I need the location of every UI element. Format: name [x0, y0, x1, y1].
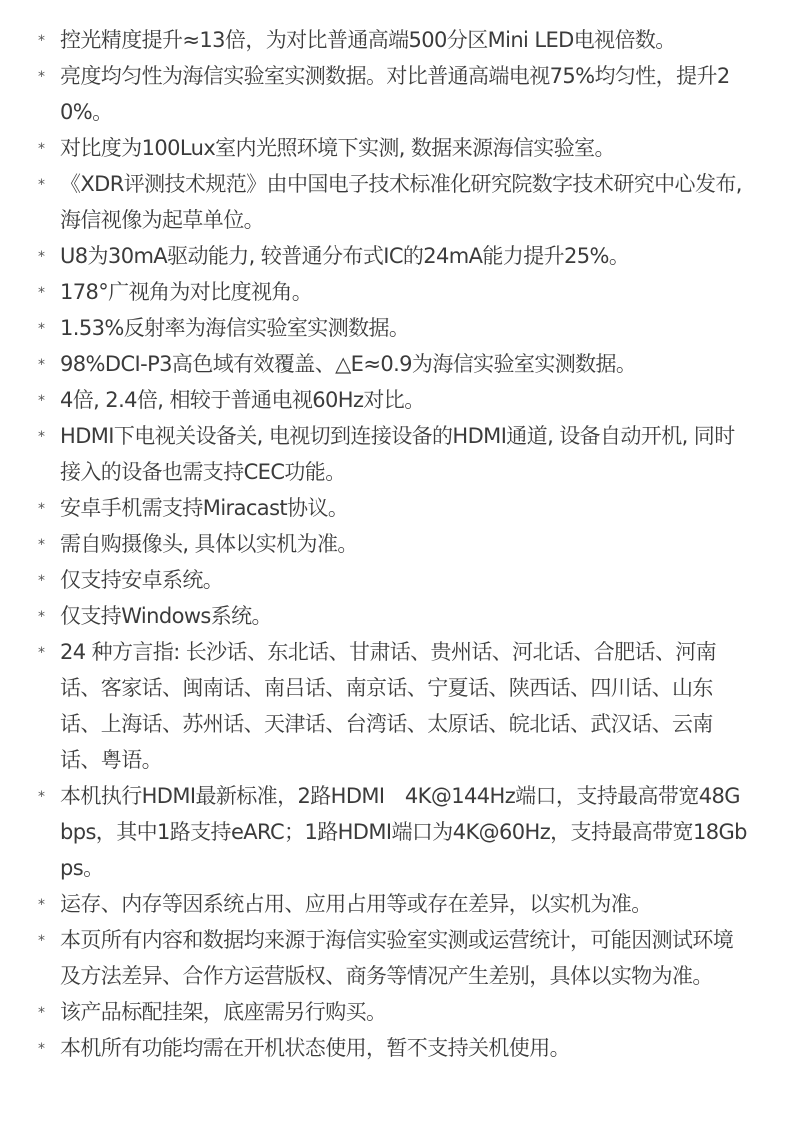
bullet-icon: *: [38, 321, 45, 337]
bullet-icon: *: [38, 789, 45, 805]
footnote-text: 仅支持Windows系统。: [60, 604, 272, 628]
footnote-item: [38, 22, 750, 58]
footnote-text: 对比度为100Lux室内光照环境下实测, 数据来源海信实验室。: [60, 136, 615, 160]
bullet-icon: *: [38, 933, 45, 949]
footnote-item: [38, 274, 750, 310]
footnote-item: [38, 922, 750, 994]
bullet-icon: *: [38, 1005, 45, 1021]
bullet-icon: *: [38, 177, 45, 193]
bullet-icon: *: [38, 285, 45, 301]
footnote-text: 1.53%反射率为海信实验室实测数据。: [60, 316, 410, 340]
footnote-text: 需自购摄像头, 具体以实机为准。: [60, 532, 358, 556]
bullet-icon: *: [38, 69, 45, 85]
footnote-text: 98%DCI-P3高色域有效覆盖、△E≈0.9为海信实验室实测数据。: [60, 352, 637, 376]
bullet-icon: *: [38, 645, 45, 661]
bullet-icon: *: [38, 537, 45, 553]
footnote-item: [38, 130, 750, 166]
footnote-item: [38, 238, 750, 274]
footnote-item: [38, 310, 750, 346]
footnote-text: 控光精度提升≈13倍，为对比普通高端500分区Mini LED电视倍数。: [60, 28, 676, 52]
footnote-text: 本机所有功能均需在开机状态使用，暂不支持关机使用。: [60, 1036, 570, 1060]
footnote-item: [38, 382, 750, 418]
footnote-item: [38, 1030, 750, 1066]
footnote-item: [38, 526, 750, 562]
footnote-text: 仅支持安卓系统。: [60, 568, 224, 592]
bullet-icon: *: [38, 609, 45, 625]
footnote-item: [38, 166, 750, 238]
footnote-item: [38, 562, 750, 598]
footnote-text: HDMI下电视关设备关, 电视切到连接设备的HDMI通道, 设备自动开机, 同时接入的设备也需支持CEC功能。: [60, 424, 735, 484]
footnote-text: 24 种方言指: 长沙话、东北话、甘肃话、贵州话、河北话、合肥话、河南话、客家话、闽南话、南吕话、南京话、宁夏话、陕西话、四川话、山东话、上海话、苏州话、天津话、台湾话、太原话、皖北话、武汉话、云南话、粤语。: [60, 640, 717, 772]
footnote-item: [38, 490, 750, 526]
footnote-text: 《XDR评测技术规范》由中国电子技术标准化研究院数字技术研究中心发布, 海信视像为起草单位。: [60, 172, 742, 232]
footnote-item: [38, 778, 750, 886]
footnote-text: 运存、内存等因系统占用、应用占用等或存在差异，以实机为准。: [60, 892, 652, 916]
footnote-text: 本机执行HDMI最新标准，2路HDMI 4K@144Hz端口，支持最高带宽48Gbps，其中1路支持eARC；1路HDMI端口为4K@60Hz，支持最高带宽18Gbps。: [60, 784, 747, 880]
footnote-item: [38, 58, 750, 130]
bullet-icon: *: [38, 897, 45, 913]
bullet-icon: *: [38, 501, 45, 517]
footnote-text: 本页所有内容和数据均来源于海信实验室实测或运营统计，可能因测试环境及方法差异、合作方运营版权、商务等情况产生差别，具体以实物为准。: [60, 928, 734, 988]
footnote-item: [38, 346, 750, 382]
footnote-text: 178°广视角为对比度视角。: [60, 280, 313, 304]
footnote-text: 亮度均匀性为海信实验室实测数据。对比普通高端电视75%均匀性，提升20%。: [60, 64, 730, 124]
bullet-icon: *: [38, 249, 45, 265]
footnote-text: 该产品标配挂架，底座需另行购买。: [60, 1000, 387, 1024]
footnote-item: [38, 634, 750, 778]
footnote-item: [38, 886, 750, 922]
bullet-icon: *: [38, 357, 45, 373]
footnote-text: U8为30mA驱动能力, 较普通分布式IC的24mA能力提升25%。: [60, 244, 630, 268]
bullet-icon: *: [38, 393, 45, 409]
footnote-text: 4倍, 2.4倍, 相较于普通电视60Hz对比。: [60, 388, 425, 412]
footnote-text: 安卓手机需支持Miracast协议。: [60, 496, 349, 520]
bullet-icon: *: [38, 429, 45, 445]
footnote-item: [38, 994, 750, 1030]
bullet-icon: *: [38, 573, 45, 589]
footnote-item: [38, 418, 750, 490]
bullet-icon: *: [38, 33, 45, 49]
bullet-icon: *: [38, 141, 45, 157]
bullet-icon: *: [38, 1041, 45, 1057]
footnote-item: [38, 598, 750, 634]
